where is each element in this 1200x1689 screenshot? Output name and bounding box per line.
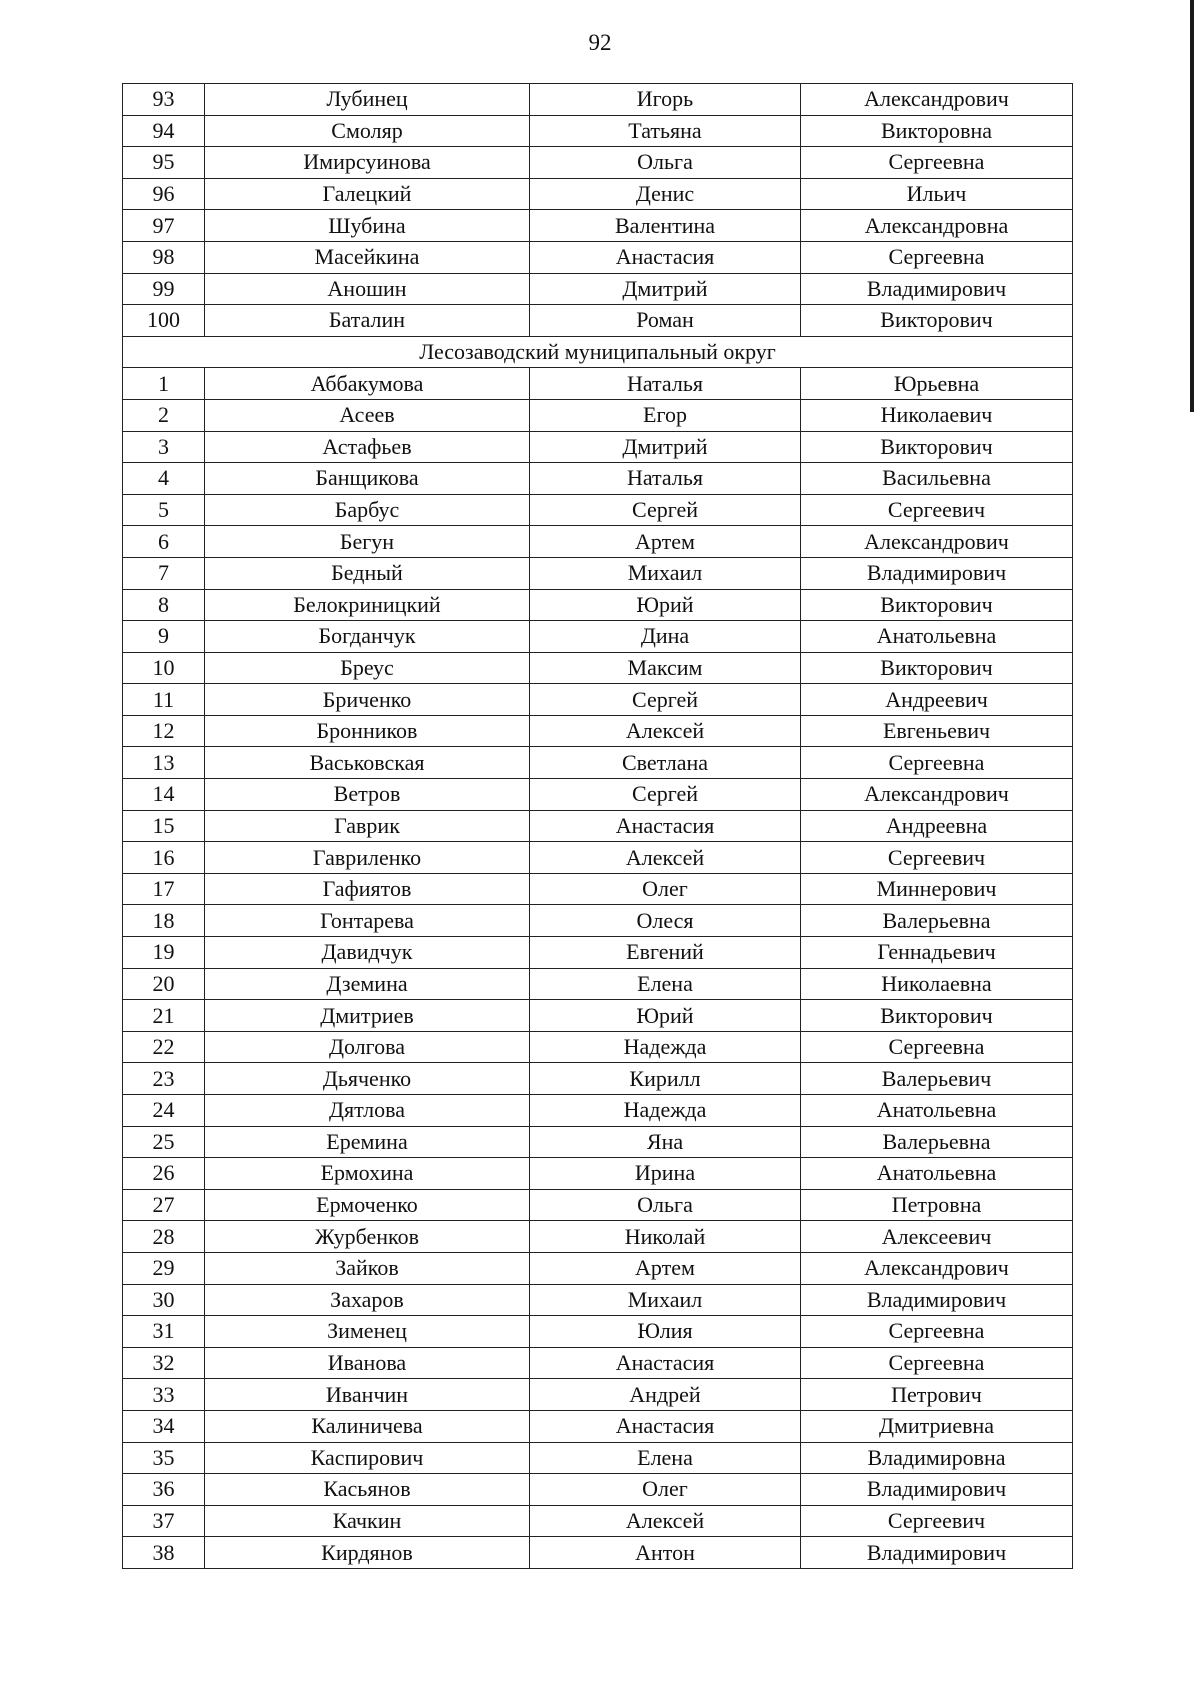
patronymic-cell: Сергеевна <box>801 747 1073 779</box>
table-row <box>123 526 1073 558</box>
last-name-cell: Ветров <box>205 779 530 811</box>
last-name-cell: Аношин <box>205 273 530 305</box>
last-name-cell: Дьяченко <box>205 1063 530 1095</box>
patronymic-cell: Владимирович <box>801 273 1073 305</box>
table-row <box>123 810 1073 842</box>
first-name-cell: Светлана <box>530 747 801 779</box>
first-name-cell: Николай <box>530 1221 801 1253</box>
row-number-cell: 7 <box>123 557 205 589</box>
table-row <box>123 463 1073 495</box>
patronymic-cell: Александрович <box>801 526 1073 558</box>
table-row <box>123 399 1073 431</box>
last-name-cell: Бронников <box>205 715 530 747</box>
last-name-cell: Имирсуинова <box>205 147 530 179</box>
patronymic-cell: Николаевна <box>801 968 1073 1000</box>
row-number-cell: 98 <box>123 241 205 273</box>
first-name-cell: Дмитрий <box>530 273 801 305</box>
last-name-cell: Богданчук <box>205 621 530 653</box>
first-name-cell: Игорь <box>530 84 801 116</box>
margin-rule <box>1190 0 1194 412</box>
table-row <box>123 147 1073 179</box>
first-name-cell: Олег <box>530 873 801 905</box>
patronymic-cell: Андреевна <box>801 810 1073 842</box>
first-name-cell: Ольга <box>530 147 801 179</box>
first-name-cell: Андрей <box>530 1379 801 1411</box>
table-row <box>123 241 1073 273</box>
first-name-cell: Дина <box>530 621 801 653</box>
first-name-cell: Яна <box>530 1126 801 1158</box>
first-name-cell: Михаил <box>530 1284 801 1316</box>
row-number-cell: 16 <box>123 842 205 874</box>
first-name-cell: Елена <box>530 1442 801 1474</box>
patronymic-cell: Владимировна <box>801 1442 1073 1474</box>
table-row <box>123 210 1073 242</box>
first-name-cell: Кирилл <box>530 1063 801 1095</box>
row-number-cell: 19 <box>123 937 205 969</box>
row-number-cell: 29 <box>123 1252 205 1284</box>
table-row <box>123 273 1073 305</box>
row-number-cell: 9 <box>123 621 205 653</box>
row-number-cell: 6 <box>123 526 205 558</box>
patronymic-cell: Сергеевич <box>801 494 1073 526</box>
section-heading-row <box>123 336 1073 368</box>
table-row <box>123 715 1073 747</box>
patronymic-cell: Викторович <box>801 1000 1073 1032</box>
table-row <box>123 178 1073 210</box>
row-number-cell: 35 <box>123 1442 205 1474</box>
last-name-cell: Иванчин <box>205 1379 530 1411</box>
first-name-cell: Алексей <box>530 842 801 874</box>
patronymic-cell: Миннерович <box>801 873 1073 905</box>
table-row <box>123 684 1073 716</box>
page-number: 92 <box>588 30 612 55</box>
patronymic-cell: Сергеевич <box>801 1505 1073 1537</box>
last-name-cell: Бреус <box>205 652 530 684</box>
row-number-cell: 97 <box>123 210 205 242</box>
table-row <box>123 1474 1073 1506</box>
table-row <box>123 1537 1073 1569</box>
table-row <box>123 842 1073 874</box>
table-row <box>123 1442 1073 1474</box>
table-row <box>123 905 1073 937</box>
table-row <box>123 368 1073 400</box>
patronymic-cell: Валерьевич <box>801 1063 1073 1095</box>
first-name-cell: Алексей <box>530 715 801 747</box>
table-row <box>123 873 1073 905</box>
first-name-cell: Надежда <box>530 1031 801 1063</box>
patronymic-cell: Александрович <box>801 779 1073 811</box>
row-number-cell: 24 <box>123 1095 205 1127</box>
row-number-cell: 4 <box>123 463 205 495</box>
row-number-cell: 11 <box>123 684 205 716</box>
patronymic-cell: Владимирович <box>801 1474 1073 1506</box>
last-name-cell: Шубина <box>205 210 530 242</box>
first-name-cell: Дмитрий <box>530 431 801 463</box>
table-row <box>123 1063 1073 1095</box>
last-name-cell: Дземина <box>205 968 530 1000</box>
first-name-cell: Михаил <box>530 557 801 589</box>
first-name-cell: Юрий <box>530 589 801 621</box>
first-name-cell: Татьяна <box>530 115 801 147</box>
last-name-cell: Ермохина <box>205 1158 530 1190</box>
last-name-cell: Асеев <box>205 399 530 431</box>
table-row <box>123 1410 1073 1442</box>
row-number-cell: 31 <box>123 1316 205 1348</box>
last-name-cell: Белокриницкий <box>205 589 530 621</box>
last-name-cell: Гонтарева <box>205 905 530 937</box>
patronymic-cell: Сергеевич <box>801 842 1073 874</box>
row-number-cell: 34 <box>123 1410 205 1442</box>
roster-table <box>122 83 1073 1569</box>
table-row <box>123 1189 1073 1221</box>
row-number-cell: 36 <box>123 1474 205 1506</box>
first-name-cell: Юлия <box>530 1316 801 1348</box>
row-number-cell: 25 <box>123 1126 205 1158</box>
row-number-cell: 3 <box>123 431 205 463</box>
table-row <box>123 779 1073 811</box>
row-number-cell: 2 <box>123 399 205 431</box>
first-name-cell: Анастасия <box>530 1410 801 1442</box>
last-name-cell: Гафиятов <box>205 873 530 905</box>
row-number-cell: 22 <box>123 1031 205 1063</box>
patronymic-cell: Александрович <box>801 1252 1073 1284</box>
table-row <box>123 1379 1073 1411</box>
patronymic-cell: Владимирович <box>801 1284 1073 1316</box>
last-name-cell: Астафьев <box>205 431 530 463</box>
row-number-cell: 14 <box>123 779 205 811</box>
last-name-cell: Галецкий <box>205 178 530 210</box>
table-row <box>123 747 1073 779</box>
patronymic-cell: Ильич <box>801 178 1073 210</box>
row-number-cell: 21 <box>123 1000 205 1032</box>
patronymic-cell: Анатольевна <box>801 1095 1073 1127</box>
first-name-cell: Сергей <box>530 779 801 811</box>
first-name-cell: Ирина <box>530 1158 801 1190</box>
patronymic-cell: Анатольевна <box>801 1158 1073 1190</box>
row-number-cell: 12 <box>123 715 205 747</box>
patronymic-cell: Петровна <box>801 1189 1073 1221</box>
patronymic-cell: Сергеевна <box>801 1316 1073 1348</box>
first-name-cell: Анастасия <box>530 1347 801 1379</box>
patronymic-cell: Евгеньевич <box>801 715 1073 747</box>
table-row <box>123 115 1073 147</box>
row-number-cell: 37 <box>123 1505 205 1537</box>
last-name-cell: Калиничева <box>205 1410 530 1442</box>
section-heading: Лесозаводский муниципальный округ <box>123 336 1073 368</box>
last-name-cell: Журбенков <box>205 1221 530 1253</box>
table-row <box>123 589 1073 621</box>
first-name-cell: Елена <box>530 968 801 1000</box>
last-name-cell: Гаврик <box>205 810 530 842</box>
table-row <box>123 431 1073 463</box>
table-row <box>123 1347 1073 1379</box>
row-number-cell: 30 <box>123 1284 205 1316</box>
patronymic-cell: Викторовна <box>801 115 1073 147</box>
row-number-cell: 17 <box>123 873 205 905</box>
first-name-cell: Олеся <box>530 905 801 937</box>
last-name-cell: Барбус <box>205 494 530 526</box>
table-row <box>123 1126 1073 1158</box>
table-row <box>123 1000 1073 1032</box>
last-name-cell: Давидчук <box>205 937 530 969</box>
last-name-cell: Каспирович <box>205 1442 530 1474</box>
row-number-cell: 96 <box>123 178 205 210</box>
row-number-cell: 27 <box>123 1189 205 1221</box>
patronymic-cell: Васильевна <box>801 463 1073 495</box>
table-row <box>123 1031 1073 1063</box>
last-name-cell: Дмитриев <box>205 1000 530 1032</box>
last-name-cell: Смоляр <box>205 115 530 147</box>
table-row <box>123 1158 1073 1190</box>
table-row <box>123 557 1073 589</box>
table-row <box>123 1284 1073 1316</box>
table-row <box>123 1505 1073 1537</box>
last-name-cell: Аббакумова <box>205 368 530 400</box>
patronymic-cell: Владимирович <box>801 557 1073 589</box>
table-row <box>123 494 1073 526</box>
last-name-cell: Иванова <box>205 1347 530 1379</box>
first-name-cell: Юрий <box>530 1000 801 1032</box>
first-name-cell: Валентина <box>530 210 801 242</box>
first-name-cell: Надежда <box>530 1095 801 1127</box>
patronymic-cell: Викторович <box>801 431 1073 463</box>
patronymic-cell: Владимирович <box>801 1537 1073 1569</box>
patronymic-cell: Валерьевна <box>801 905 1073 937</box>
row-number-cell: 10 <box>123 652 205 684</box>
row-number-cell: 38 <box>123 1537 205 1569</box>
patronymic-cell: Викторович <box>801 305 1073 337</box>
last-name-cell: Баталин <box>205 305 530 337</box>
last-name-cell: Бриченко <box>205 684 530 716</box>
first-name-cell: Анастасия <box>530 241 801 273</box>
patronymic-cell: Анатольевна <box>801 621 1073 653</box>
first-name-cell: Артем <box>530 1252 801 1284</box>
patronymic-cell: Геннадьевич <box>801 937 1073 969</box>
first-name-cell: Антон <box>530 1537 801 1569</box>
patronymic-cell: Николаевич <box>801 399 1073 431</box>
last-name-cell: Долгова <box>205 1031 530 1063</box>
last-name-cell: Гавриленко <box>205 842 530 874</box>
last-name-cell: Качкин <box>205 1505 530 1537</box>
table-row <box>123 968 1073 1000</box>
last-name-cell: Бедный <box>205 557 530 589</box>
last-name-cell: Масейкина <box>205 241 530 273</box>
table-row <box>123 1221 1073 1253</box>
first-name-cell: Роман <box>530 305 801 337</box>
row-number-cell: 8 <box>123 589 205 621</box>
patronymic-cell: Александровна <box>801 210 1073 242</box>
row-number-cell: 93 <box>123 84 205 116</box>
table-row <box>123 84 1073 116</box>
first-name-cell: Егор <box>530 399 801 431</box>
last-name-cell: Ермоченко <box>205 1189 530 1221</box>
row-number-cell: 33 <box>123 1379 205 1411</box>
table-row <box>123 621 1073 653</box>
row-number-cell: 13 <box>123 747 205 779</box>
first-name-cell: Евгений <box>530 937 801 969</box>
row-number-cell: 99 <box>123 273 205 305</box>
row-number-cell: 95 <box>123 147 205 179</box>
first-name-cell: Сергей <box>530 494 801 526</box>
table-row <box>123 937 1073 969</box>
last-name-cell: Бегун <box>205 526 530 558</box>
patronymic-cell: Александрович <box>801 84 1073 116</box>
first-name-cell: Сергей <box>530 684 801 716</box>
first-name-cell: Ольга <box>530 1189 801 1221</box>
table-row <box>123 652 1073 684</box>
patronymic-cell: Викторович <box>801 652 1073 684</box>
row-number-cell: 26 <box>123 1158 205 1190</box>
last-name-cell: Банщикова <box>205 463 530 495</box>
last-name-cell: Лубинец <box>205 84 530 116</box>
patronymic-cell: Алексеевич <box>801 1221 1073 1253</box>
table-row <box>123 1095 1073 1127</box>
row-number-cell: 15 <box>123 810 205 842</box>
patronymic-cell: Сергеевна <box>801 241 1073 273</box>
row-number-cell: 20 <box>123 968 205 1000</box>
table-row <box>123 1252 1073 1284</box>
last-name-cell: Еремина <box>205 1126 530 1158</box>
table-row <box>123 1316 1073 1348</box>
patronymic-cell: Сергеевна <box>801 147 1073 179</box>
last-name-cell: Дятлова <box>205 1095 530 1127</box>
first-name-cell: Алексей <box>530 1505 801 1537</box>
patronymic-cell: Дмитриевна <box>801 1410 1073 1442</box>
first-name-cell: Артем <box>530 526 801 558</box>
last-name-cell: Зайков <box>205 1252 530 1284</box>
row-number-cell: 32 <box>123 1347 205 1379</box>
patronymic-cell: Юрьевна <box>801 368 1073 400</box>
first-name-cell: Денис <box>530 178 801 210</box>
patronymic-cell: Валерьевна <box>801 1126 1073 1158</box>
patronymic-cell: Андреевич <box>801 684 1073 716</box>
row-number-cell: 94 <box>123 115 205 147</box>
row-number-cell: 18 <box>123 905 205 937</box>
patronymic-cell: Петрович <box>801 1379 1073 1411</box>
first-name-cell: Наталья <box>530 368 801 400</box>
row-number-cell: 28 <box>123 1221 205 1253</box>
first-name-cell: Наталья <box>530 463 801 495</box>
last-name-cell: Кирдянов <box>205 1537 530 1569</box>
last-name-cell: Васьковская <box>205 747 530 779</box>
row-number-cell: 1 <box>123 368 205 400</box>
first-name-cell: Анастасия <box>530 810 801 842</box>
patronymic-cell: Викторович <box>801 589 1073 621</box>
first-name-cell: Олег <box>530 1474 801 1506</box>
row-number-cell: 5 <box>123 494 205 526</box>
patronymic-cell: Сергеевна <box>801 1347 1073 1379</box>
row-number-cell: 23 <box>123 1063 205 1095</box>
last-name-cell: Касьянов <box>205 1474 530 1506</box>
row-number-cell: 100 <box>123 305 205 337</box>
first-name-cell: Максим <box>530 652 801 684</box>
patronymic-cell: Сергеевна <box>801 1031 1073 1063</box>
last-name-cell: Захаров <box>205 1284 530 1316</box>
table-row <box>123 305 1073 337</box>
last-name-cell: Зименец <box>205 1316 530 1348</box>
